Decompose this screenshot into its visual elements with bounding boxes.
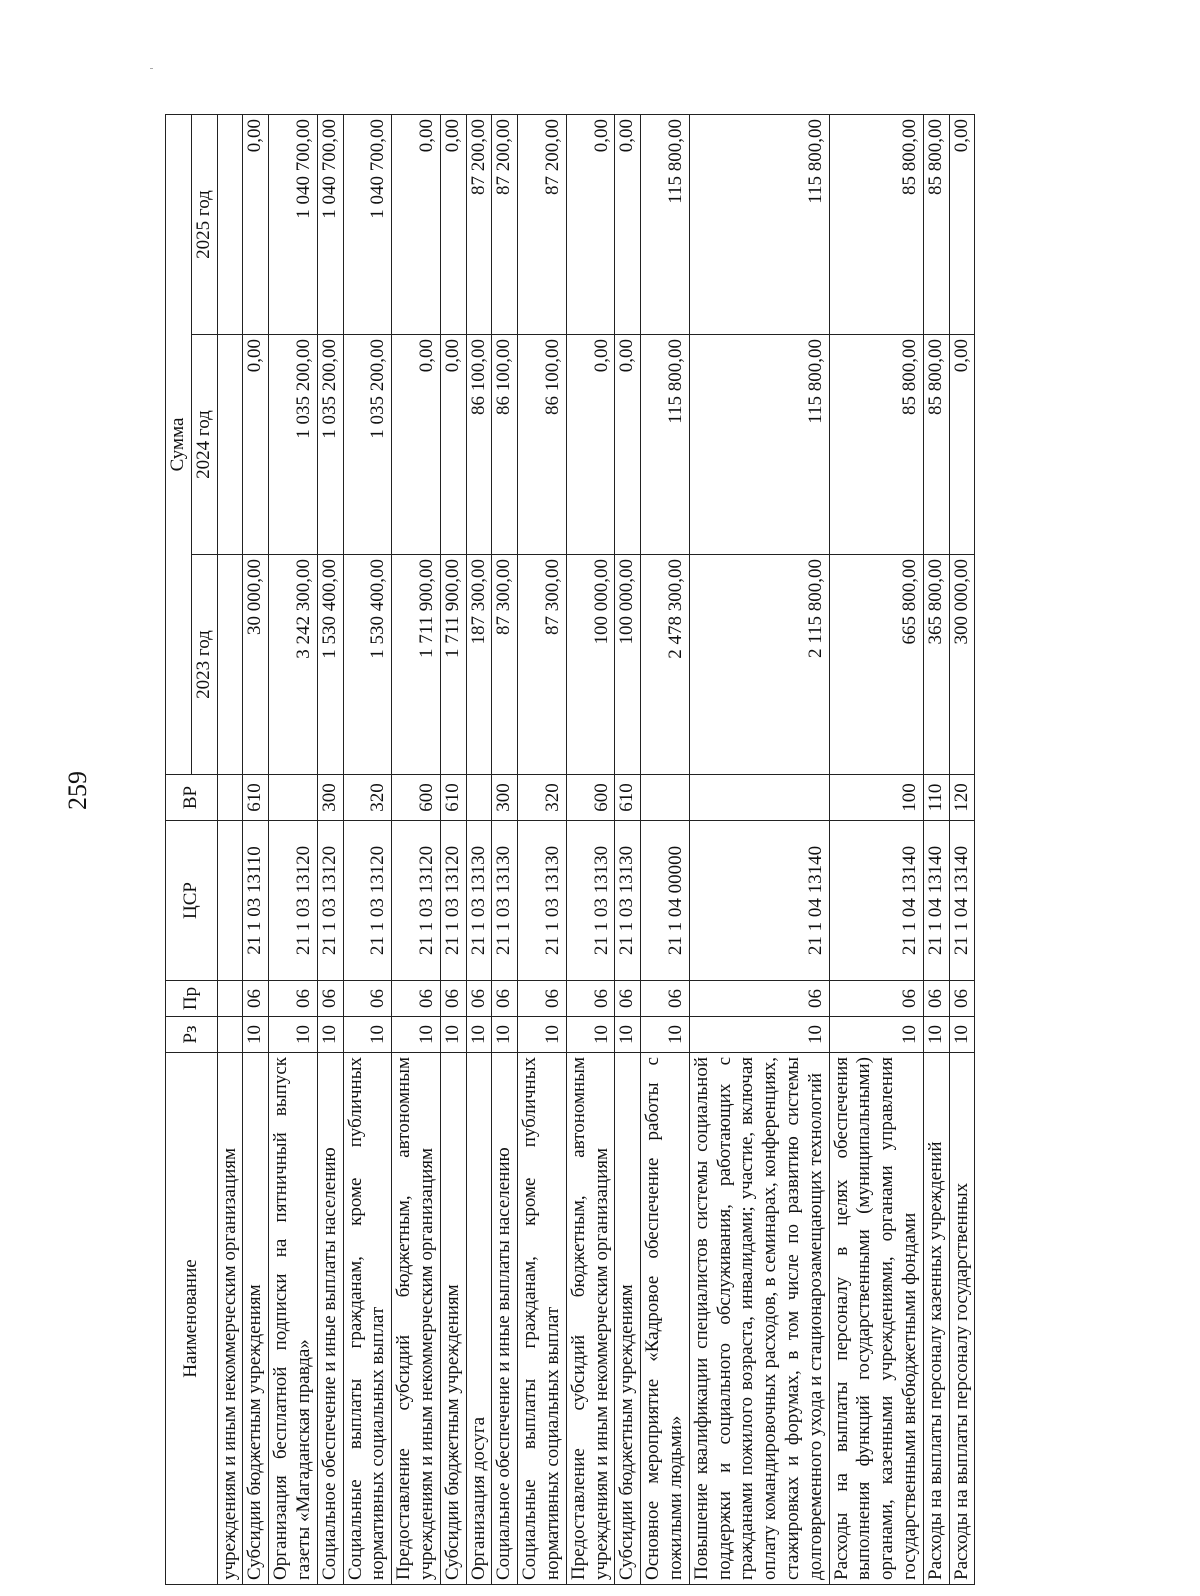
row-vr: 110 — [923, 775, 949, 821]
row-2024: 1 035 200,00 — [343, 335, 392, 555]
row-2023: 2 115 800,00 — [689, 555, 829, 775]
header-vr: ВР — [166, 775, 218, 821]
row-pr: 06 — [343, 981, 392, 1017]
table-row — [492, 115, 518, 1585]
row-2024: 85 800,00 — [923, 335, 949, 555]
row-csr: 21 1 04 13140 — [923, 821, 949, 981]
row-rz — [217, 1017, 243, 1053]
row-2024: 1 035 200,00 — [269, 335, 318, 555]
row-vr: 320 — [343, 775, 392, 821]
row-2024: 115 800,00 — [641, 335, 690, 555]
row-pr: 06 — [615, 981, 641, 1017]
header-2023: 2023 год — [191, 555, 217, 775]
row-rz: 10 — [566, 1017, 615, 1053]
row-pr: 06 — [492, 981, 518, 1017]
row-rz: 10 — [949, 1017, 975, 1053]
row-vr: 320 — [518, 775, 567, 821]
header-csr: ЦСР — [166, 821, 218, 981]
row-name: Предоставление субсидий бюджетным, автономным учреждениям и иным некоммерческим организациям — [392, 1053, 441, 1585]
header-name: Наименование — [166, 1053, 218, 1585]
row-pr: 06 — [829, 981, 923, 1017]
row-pr: 06 — [949, 981, 975, 1017]
row-2025: 87 200,00 — [466, 115, 492, 335]
row-2023: 300 000,00 — [949, 555, 975, 775]
row-rz: 10 — [615, 1017, 641, 1053]
row-name: Расходы на выплаты персоналу в целях обеспечения выполнения функций государственными (муниципальными) органами, казенными учреждениями, органами управления государственными внебюджетными фондами — [829, 1053, 923, 1585]
row-2023: 30 000,00 — [243, 555, 269, 775]
row-2025: 85 800,00 — [829, 115, 923, 335]
row-2023: 1 530 400,00 — [343, 555, 392, 775]
row-csr: 21 1 03 13130 — [466, 821, 492, 981]
row-csr: 21 1 03 13130 — [566, 821, 615, 981]
row-rz: 10 — [440, 1017, 466, 1053]
row-2025: 0,00 — [949, 115, 975, 335]
table-row — [243, 115, 269, 1585]
row-name: Субсидии бюджетным учреждениям — [440, 1053, 466, 1585]
row-name: Социальное обеспечение и иные выплаты населению — [317, 1053, 343, 1585]
row-rz: 10 — [829, 1017, 923, 1053]
row-2025: 0,00 — [243, 115, 269, 335]
row-csr: 21 1 03 13120 — [392, 821, 441, 981]
row-vr — [689, 775, 829, 821]
row-2025: 0,00 — [566, 115, 615, 335]
row-2023: 100 000,00 — [566, 555, 615, 775]
row-vr: 300 — [492, 775, 518, 821]
header-row-1 — [166, 115, 192, 1585]
budget-table — [165, 114, 975, 1585]
row-2025: 0,00 — [615, 115, 641, 335]
table-row — [269, 115, 318, 1585]
row-name: учреждениям и иным некоммерческим организациям — [217, 1053, 243, 1585]
header-pr: Пр — [166, 981, 218, 1017]
row-2024: 86 100,00 — [466, 335, 492, 555]
row-pr: 06 — [466, 981, 492, 1017]
row-2024: 86 100,00 — [518, 335, 567, 555]
row-csr: 21 1 03 13120 — [269, 821, 318, 981]
row-rz: 10 — [689, 1017, 829, 1053]
row-vr — [269, 775, 318, 821]
table-body — [217, 115, 975, 1585]
row-2023: 2 478 300,00 — [641, 555, 690, 775]
row-2024: 0,00 — [440, 335, 466, 555]
row-pr: 06 — [641, 981, 690, 1017]
row-2023: 665 800,00 — [829, 555, 923, 775]
row-2025 — [217, 115, 243, 335]
row-name: Субсидии бюджетным учреждениям — [615, 1053, 641, 1585]
row-csr: 21 1 03 13120 — [317, 821, 343, 981]
row-2025: 87 200,00 — [492, 115, 518, 335]
row-2024: 0,00 — [615, 335, 641, 555]
row-name: Субсидии бюджетным учреждениям — [243, 1053, 269, 1585]
row-rz: 10 — [317, 1017, 343, 1053]
row-2024: 86 100,00 — [492, 335, 518, 555]
header-2025: 2025 год — [191, 115, 217, 335]
table-row — [689, 115, 829, 1585]
row-pr: 06 — [923, 981, 949, 1017]
table-row — [343, 115, 392, 1585]
row-vr: 610 — [243, 775, 269, 821]
row-csr: 21 1 03 13130 — [492, 821, 518, 981]
row-vr: 300 — [317, 775, 343, 821]
table-row — [466, 115, 492, 1585]
table-row — [392, 115, 441, 1585]
row-name: Организация досуга — [466, 1053, 492, 1585]
row-2023: 187 300,00 — [466, 555, 492, 775]
table-row — [923, 115, 949, 1585]
row-2023: 100 000,00 — [615, 555, 641, 775]
row-2025: 1 040 700,00 — [317, 115, 343, 335]
row-vr — [466, 775, 492, 821]
row-vr: 100 — [829, 775, 923, 821]
rotated-table-container — [165, 115, 1122, 1585]
row-2023: 1 711 900,00 — [440, 555, 466, 775]
row-2023 — [217, 555, 243, 775]
scan-speck — [150, 68, 153, 69]
row-name: Расходы на выплаты персоналу казенных учреждений — [923, 1053, 949, 1585]
row-csr: 21 1 04 00000 — [641, 821, 690, 981]
row-rz: 10 — [466, 1017, 492, 1053]
row-pr: 06 — [566, 981, 615, 1017]
row-2024: 0,00 — [392, 335, 441, 555]
row-2023: 87 300,00 — [492, 555, 518, 775]
row-csr: 21 1 03 13110 — [243, 821, 269, 981]
row-2024: 115 800,00 — [689, 335, 829, 555]
table-row — [829, 115, 923, 1585]
row-name: Социальные выплаты гражданам, кроме публичных нормативных социальных выплат — [343, 1053, 392, 1585]
row-name: Предоставление субсидий бюджетным, автономным учреждениям и иным некоммерческим организациям — [566, 1053, 615, 1585]
header-rz: Рз — [166, 1017, 218, 1053]
row-rz: 10 — [343, 1017, 392, 1053]
row-2023: 3 242 300,00 — [269, 555, 318, 775]
row-2024: 85 800,00 — [829, 335, 923, 555]
row-csr: 21 1 03 13120 — [440, 821, 466, 981]
row-2023: 365 800,00 — [923, 555, 949, 775]
table-row — [440, 115, 466, 1585]
row-csr — [217, 821, 243, 981]
row-rz: 10 — [269, 1017, 318, 1053]
row-rz: 10 — [392, 1017, 441, 1053]
row-2024: 1 035 200,00 — [317, 335, 343, 555]
row-2025: 0,00 — [392, 115, 441, 335]
row-pr: 06 — [518, 981, 567, 1017]
row-2024: 0,00 — [949, 335, 975, 555]
table-row — [641, 115, 690, 1585]
row-name: Повышение квалификации специалистов системы социальной поддержки и социального обслуживания, работающих с гражданами пожилого возраста, инвалидами; участие, включая оплату командировочных расходов, в семинарах, конференциях, стажировках и форумах, в том числе по развитию системы долговременного ухода и стационарозамещающих технологий — [689, 1053, 829, 1585]
row-csr: 21 1 04 13140 — [949, 821, 975, 981]
row-2025: 87 200,00 — [518, 115, 567, 335]
table-row — [317, 115, 343, 1585]
row-2025: 0,00 — [440, 115, 466, 335]
row-csr: 21 1 04 13140 — [829, 821, 923, 981]
row-rz: 10 — [518, 1017, 567, 1053]
row-pr: 06 — [440, 981, 466, 1017]
row-pr: 06 — [243, 981, 269, 1017]
row-2025: 115 800,00 — [641, 115, 690, 335]
row-csr: 21 1 03 13120 — [343, 821, 392, 981]
row-name: Расходы на выплаты персоналу государственных — [949, 1053, 975, 1585]
row-csr: 21 1 04 13140 — [689, 821, 829, 981]
row-pr: 06 — [269, 981, 318, 1017]
row-pr — [217, 981, 243, 1017]
row-rz: 10 — [492, 1017, 518, 1053]
row-2023: 1 530 400,00 — [317, 555, 343, 775]
row-name: Социальное обеспечение и иные выплаты населению — [492, 1053, 518, 1585]
row-pr: 06 — [392, 981, 441, 1017]
row-2024 — [217, 335, 243, 555]
row-name: Организация бесплатной подписки на пятничный выпуск газеты «Магаданская правда» — [269, 1053, 318, 1585]
row-vr: 600 — [392, 775, 441, 821]
row-2023: 87 300,00 — [518, 555, 567, 775]
row-vr — [641, 775, 690, 821]
page-number: 259 — [63, 771, 92, 810]
row-name: Основное мероприятие «Кадровое обеспечение работы с пожилыми людьми» — [641, 1053, 690, 1585]
row-2023: 1 711 900,00 — [392, 555, 441, 775]
table-row — [615, 115, 641, 1585]
row-pr: 06 — [689, 981, 829, 1017]
row-vr: 600 — [566, 775, 615, 821]
row-vr — [217, 775, 243, 821]
header-sum: Сумма — [166, 115, 192, 775]
row-csr: 21 1 03 13130 — [615, 821, 641, 981]
row-2024: 0,00 — [566, 335, 615, 555]
table-row — [949, 115, 975, 1585]
table-row — [217, 115, 243, 1585]
row-rz: 10 — [641, 1017, 690, 1053]
row-2024: 0,00 — [243, 335, 269, 555]
row-2025: 1 040 700,00 — [343, 115, 392, 335]
table-row — [566, 115, 615, 1585]
row-rz: 10 — [923, 1017, 949, 1053]
row-rz: 10 — [243, 1017, 269, 1053]
row-2025: 1 040 700,00 — [269, 115, 318, 335]
row-pr: 06 — [317, 981, 343, 1017]
table-row — [518, 115, 567, 1585]
row-2025: 115 800,00 — [689, 115, 829, 335]
header-2024: 2024 год — [191, 335, 217, 555]
row-2025: 85 800,00 — [923, 115, 949, 335]
row-csr: 21 1 03 13130 — [518, 821, 567, 981]
row-name: Социальные выплаты гражданам, кроме публичных нормативных социальных выплат — [518, 1053, 567, 1585]
row-vr: 610 — [615, 775, 641, 821]
row-vr: 120 — [949, 775, 975, 821]
row-vr: 610 — [440, 775, 466, 821]
